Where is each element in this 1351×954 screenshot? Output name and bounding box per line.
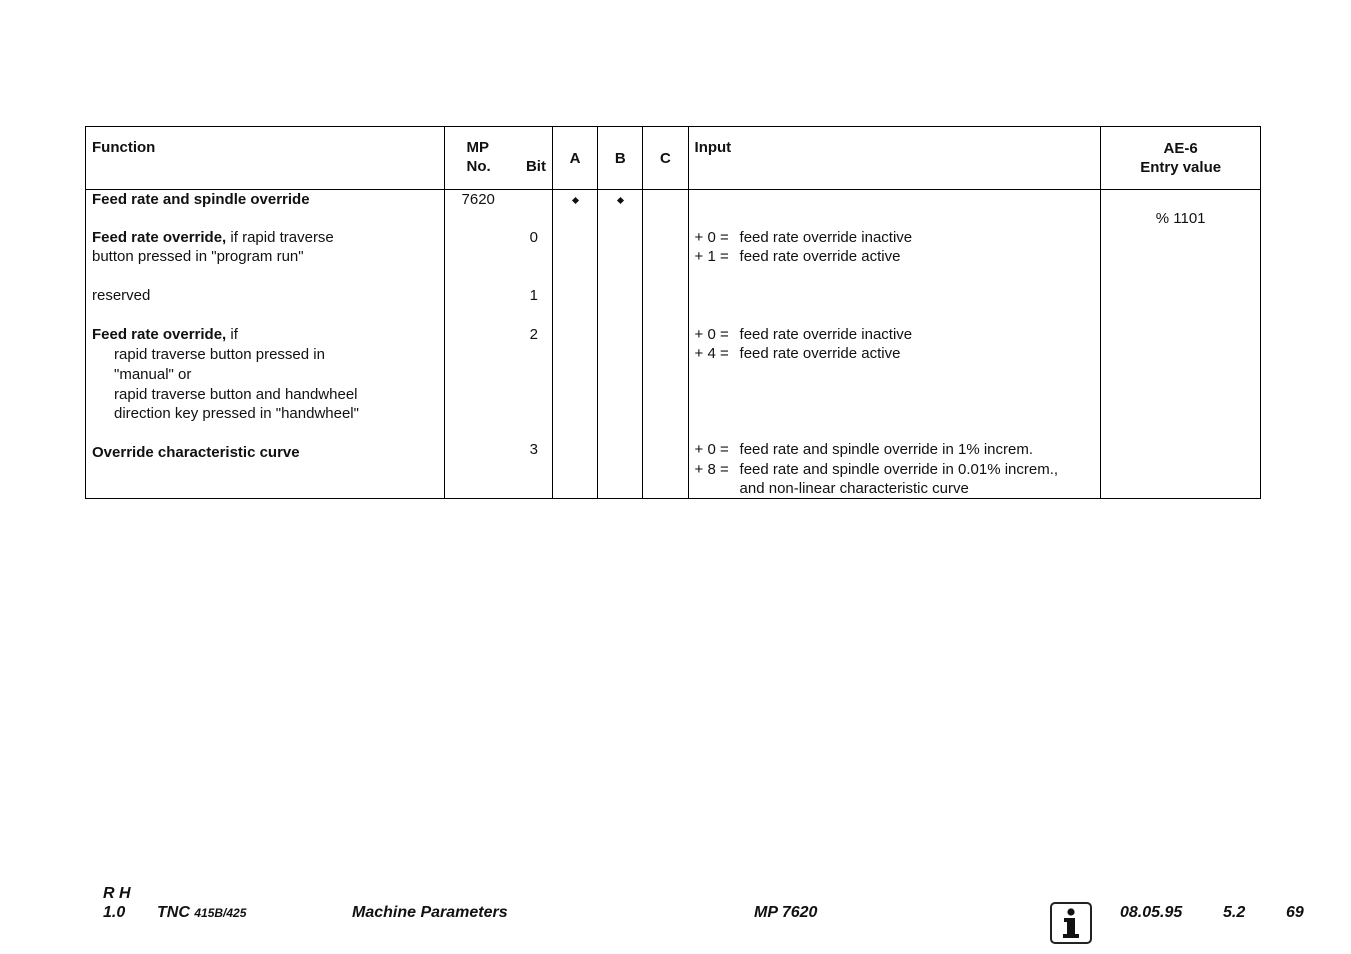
bit3-input2-key: + 8 = xyxy=(694,461,729,478)
bit2-input2-value: feed rate override active xyxy=(739,345,901,362)
footer-version: 1.0 xyxy=(103,904,126,921)
footer-section-title: Machine Parameters xyxy=(352,904,508,921)
function-cell xyxy=(86,190,445,499)
footer-chapter: 5.2 xyxy=(1223,904,1246,921)
footer-mp-ref: MP 7620 xyxy=(754,904,818,921)
bit2-line2: "manual" or xyxy=(114,366,192,383)
footer-product-name: TNC xyxy=(157,904,190,921)
header-a: A xyxy=(552,127,597,190)
bit2-line3: rapid traverse button and handwheel xyxy=(114,386,358,403)
entry-value: % 1101 xyxy=(1155,210,1206,227)
footer-date: 08.05.95 xyxy=(1120,904,1183,921)
bit0-function xyxy=(92,228,334,247)
header-c: C xyxy=(643,127,688,190)
mp-number: 7620 xyxy=(461,191,495,208)
bit2-bold-label: Feed rate override, xyxy=(92,326,227,343)
header-mp-label: MP xyxy=(466,139,490,156)
machine-parameter-table xyxy=(85,126,1261,499)
bit0-input2-key: + 1 = xyxy=(694,248,729,265)
bit0-text1: if rapid traverse xyxy=(226,229,334,246)
header-ae6: AE-6 xyxy=(1163,140,1198,157)
bit0-input2-value: feed rate override active xyxy=(739,248,901,265)
bit3-function: Override characteristic curve xyxy=(92,444,300,461)
header-mp-no: No. xyxy=(466,158,491,175)
bit2-input1-key: + 0 = xyxy=(694,326,729,343)
diamond-bullet-icon xyxy=(617,197,624,204)
bit-3: 3 xyxy=(529,441,538,458)
table-row xyxy=(86,190,1261,499)
bit-2: 2 xyxy=(529,326,538,343)
mp-cell xyxy=(444,190,552,499)
header-entry-value xyxy=(1101,127,1261,190)
bit2-line1: rapid traverse button pressed in xyxy=(114,346,325,363)
footer-rh: R H xyxy=(103,885,131,902)
main-function-title: Feed rate and spindle override xyxy=(92,191,310,208)
column-a-cell xyxy=(552,190,597,499)
info-icon xyxy=(1050,902,1092,944)
footer-product-model: 415B/425 xyxy=(194,906,247,920)
footer-product xyxy=(157,904,246,922)
bit2-input1-value: feed rate override inactive xyxy=(739,326,913,343)
bit2-line4: direction key pressed in "handwheel" xyxy=(114,405,359,422)
input-cell xyxy=(688,190,1101,499)
column-b-cell xyxy=(598,190,643,499)
entry-value-cell xyxy=(1101,190,1261,499)
column-c-cell xyxy=(643,190,688,499)
bit1-function: reserved xyxy=(92,287,151,304)
header-mp-bit: Bit xyxy=(525,158,546,175)
bit0-bold-label: Feed rate override, xyxy=(92,229,227,246)
footer-page-number: 69 xyxy=(1286,904,1304,921)
bit3-input2-value-line2: and non-linear characteristic curve xyxy=(739,480,969,497)
header-function: Function xyxy=(86,127,445,190)
header-mp xyxy=(444,127,552,190)
bit3-input1-key: + 0 = xyxy=(694,441,729,458)
header-input: Input xyxy=(688,127,1101,190)
info-icon-graphic xyxy=(1052,904,1090,942)
bit3-input1-value: feed rate and spindle override in 1% increm. xyxy=(739,441,1034,458)
bit0-input1-value: feed rate override inactive xyxy=(739,229,913,246)
bit-0: 0 xyxy=(529,229,538,246)
bit-1: 1 xyxy=(529,287,538,304)
header-b: B xyxy=(598,127,643,190)
diamond-bullet-icon xyxy=(572,197,579,204)
bit2-input2-key: + 4 = xyxy=(694,345,729,362)
bit2-function xyxy=(92,325,238,344)
bit2-text1: if xyxy=(226,326,238,343)
bit0-input1-key: + 0 = xyxy=(694,229,729,246)
bit3-input2-value: feed rate and spindle override in 0.01% increm., xyxy=(739,461,1059,478)
bit0-function-line2: button pressed in "program run" xyxy=(92,248,304,265)
header-entry-value-label: Entry value xyxy=(1140,159,1222,176)
